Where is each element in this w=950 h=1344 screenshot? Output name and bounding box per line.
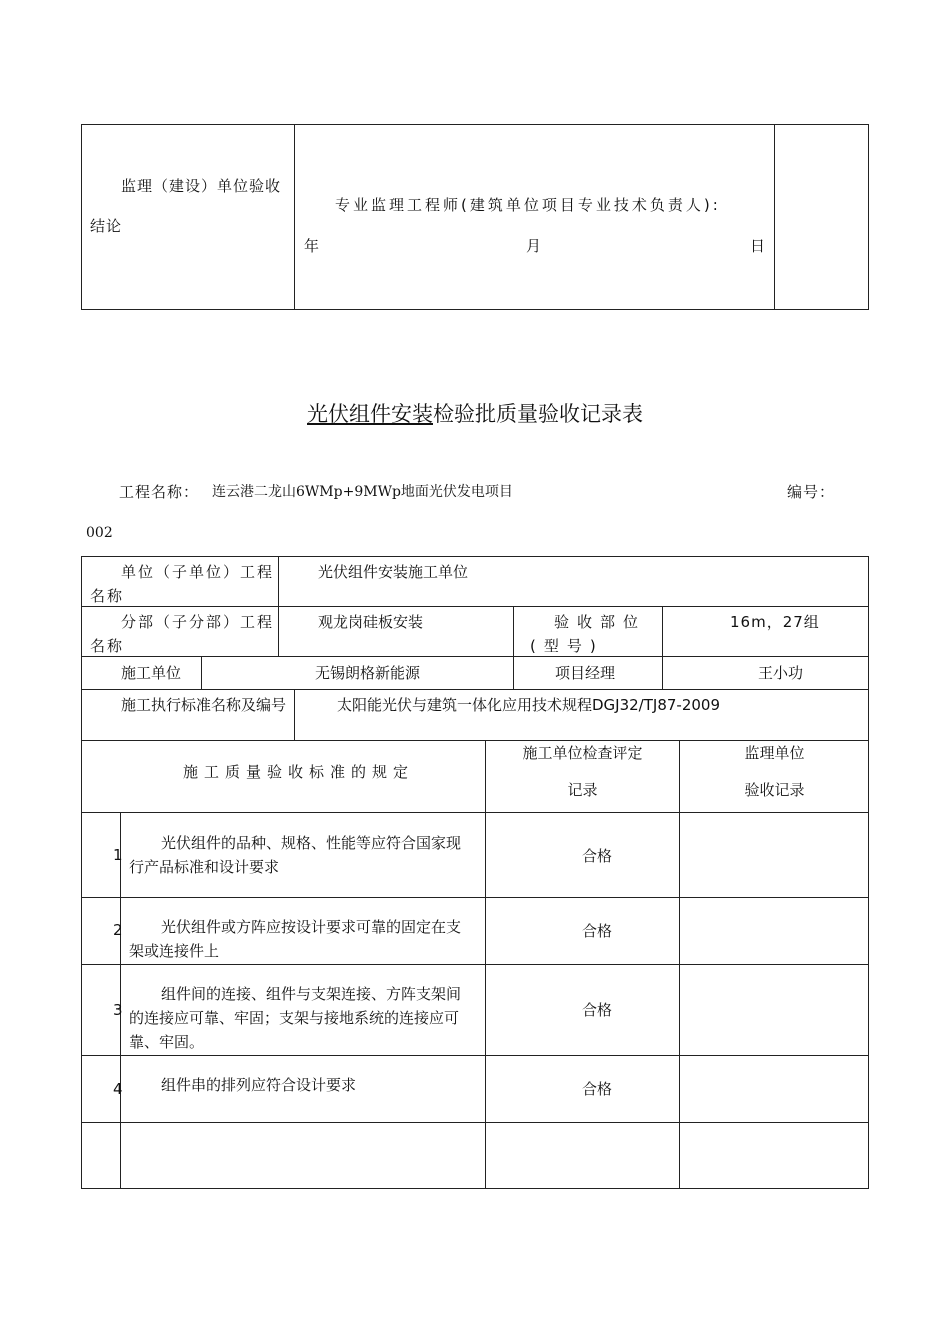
check-header-line2: 记录: [567, 781, 598, 799]
title-underlined: 光伏组件安装: [307, 402, 433, 426]
row-line: [81, 1055, 869, 1056]
item-criteria: 组件串的排列应符合设计要求: [161, 1076, 357, 1094]
conclusion-divider-2: [774, 124, 775, 310]
item-number: 2: [113, 921, 123, 939]
col-line: [278, 556, 279, 656]
unit-label: 单位（子单位）工程名称: [90, 563, 275, 605]
contractor-label: 施工单位: [121, 664, 182, 682]
date-year: 年: [304, 237, 320, 255]
supervise-header: [680, 740, 869, 802]
conclusion-label: 监理（建设）单位验收结论: [90, 177, 282, 235]
item-number: 3: [113, 1001, 123, 1019]
sub-value: 观龙岗硅板安装: [318, 613, 424, 631]
title-rest: 检验批质量验收记录表: [433, 402, 643, 426]
number-label: 编号：: [787, 483, 836, 501]
supervise-header-line2: 验收记录: [744, 781, 805, 799]
row-line: [81, 897, 869, 898]
col-line: [294, 689, 295, 740]
item-number: 1: [113, 846, 123, 864]
item-result: 合格: [582, 1001, 613, 1019]
number-value: 002: [86, 525, 113, 541]
project-label: 工程名称：: [119, 483, 200, 501]
col-line: [662, 606, 663, 689]
page-title: [0, 398, 950, 428]
item-criteria: 组件间的连接、组件与支架连接、方阵支架间的连接应可靠、牢固；支架与接地系统的连接应可靠、牢固。: [129, 985, 462, 1051]
col-line: [201, 656, 202, 689]
col-line: [679, 740, 680, 1189]
item-criteria: 光伏组件或方阵应按设计要求可靠的固定在支架或连接件上: [129, 918, 462, 960]
part-value: 16m，27组: [730, 613, 820, 631]
signer-label: 专业监理工程师(建筑单位项目专业技术负责人):: [335, 196, 721, 214]
col-line: [485, 740, 486, 1189]
item-result: 合格: [582, 922, 613, 940]
sub-label: 分部（子分部）工程名称: [90, 613, 275, 655]
date-day: 日: [750, 237, 766, 255]
criteria-header: 施工质量验收标准的规定: [183, 763, 415, 781]
row-line: [81, 689, 869, 690]
item-result: 合格: [582, 847, 613, 865]
check-header-line1: 施工单位检查评定: [522, 744, 643, 762]
standard-value: 太阳能光伏与建筑一体化应用技术规程DGJ32/TJ87-2009: [337, 696, 720, 714]
standard-label: 施工执行标准名称及编号: [121, 696, 287, 714]
date-month: 月: [526, 237, 542, 255]
row-line: [81, 812, 869, 813]
supervise-header-line1: 监理单位: [744, 744, 805, 762]
part-label: 验收部位(型号): [530, 613, 647, 655]
pm-value: 王小功: [758, 664, 804, 682]
pm-label: 项目经理: [555, 664, 616, 682]
row-line: [81, 964, 869, 965]
row-line: [81, 1122, 869, 1123]
conclusion-divider-1: [294, 124, 295, 310]
contractor-value: 无锡朗格新能源: [315, 664, 421, 682]
check-header: [486, 740, 679, 802]
item-result: 合格: [582, 1080, 613, 1098]
unit-value: 光伏组件安装施工单位: [318, 563, 469, 581]
col-line: [513, 606, 514, 689]
item-number: 4: [113, 1080, 123, 1098]
item-criteria: 光伏组件的品种、规格、性能等应符合国家现行产品标准和设计要求: [129, 834, 462, 876]
project-name: 连云港二龙山6WMp+9MWp地面光伏发电项目: [212, 484, 513, 500]
